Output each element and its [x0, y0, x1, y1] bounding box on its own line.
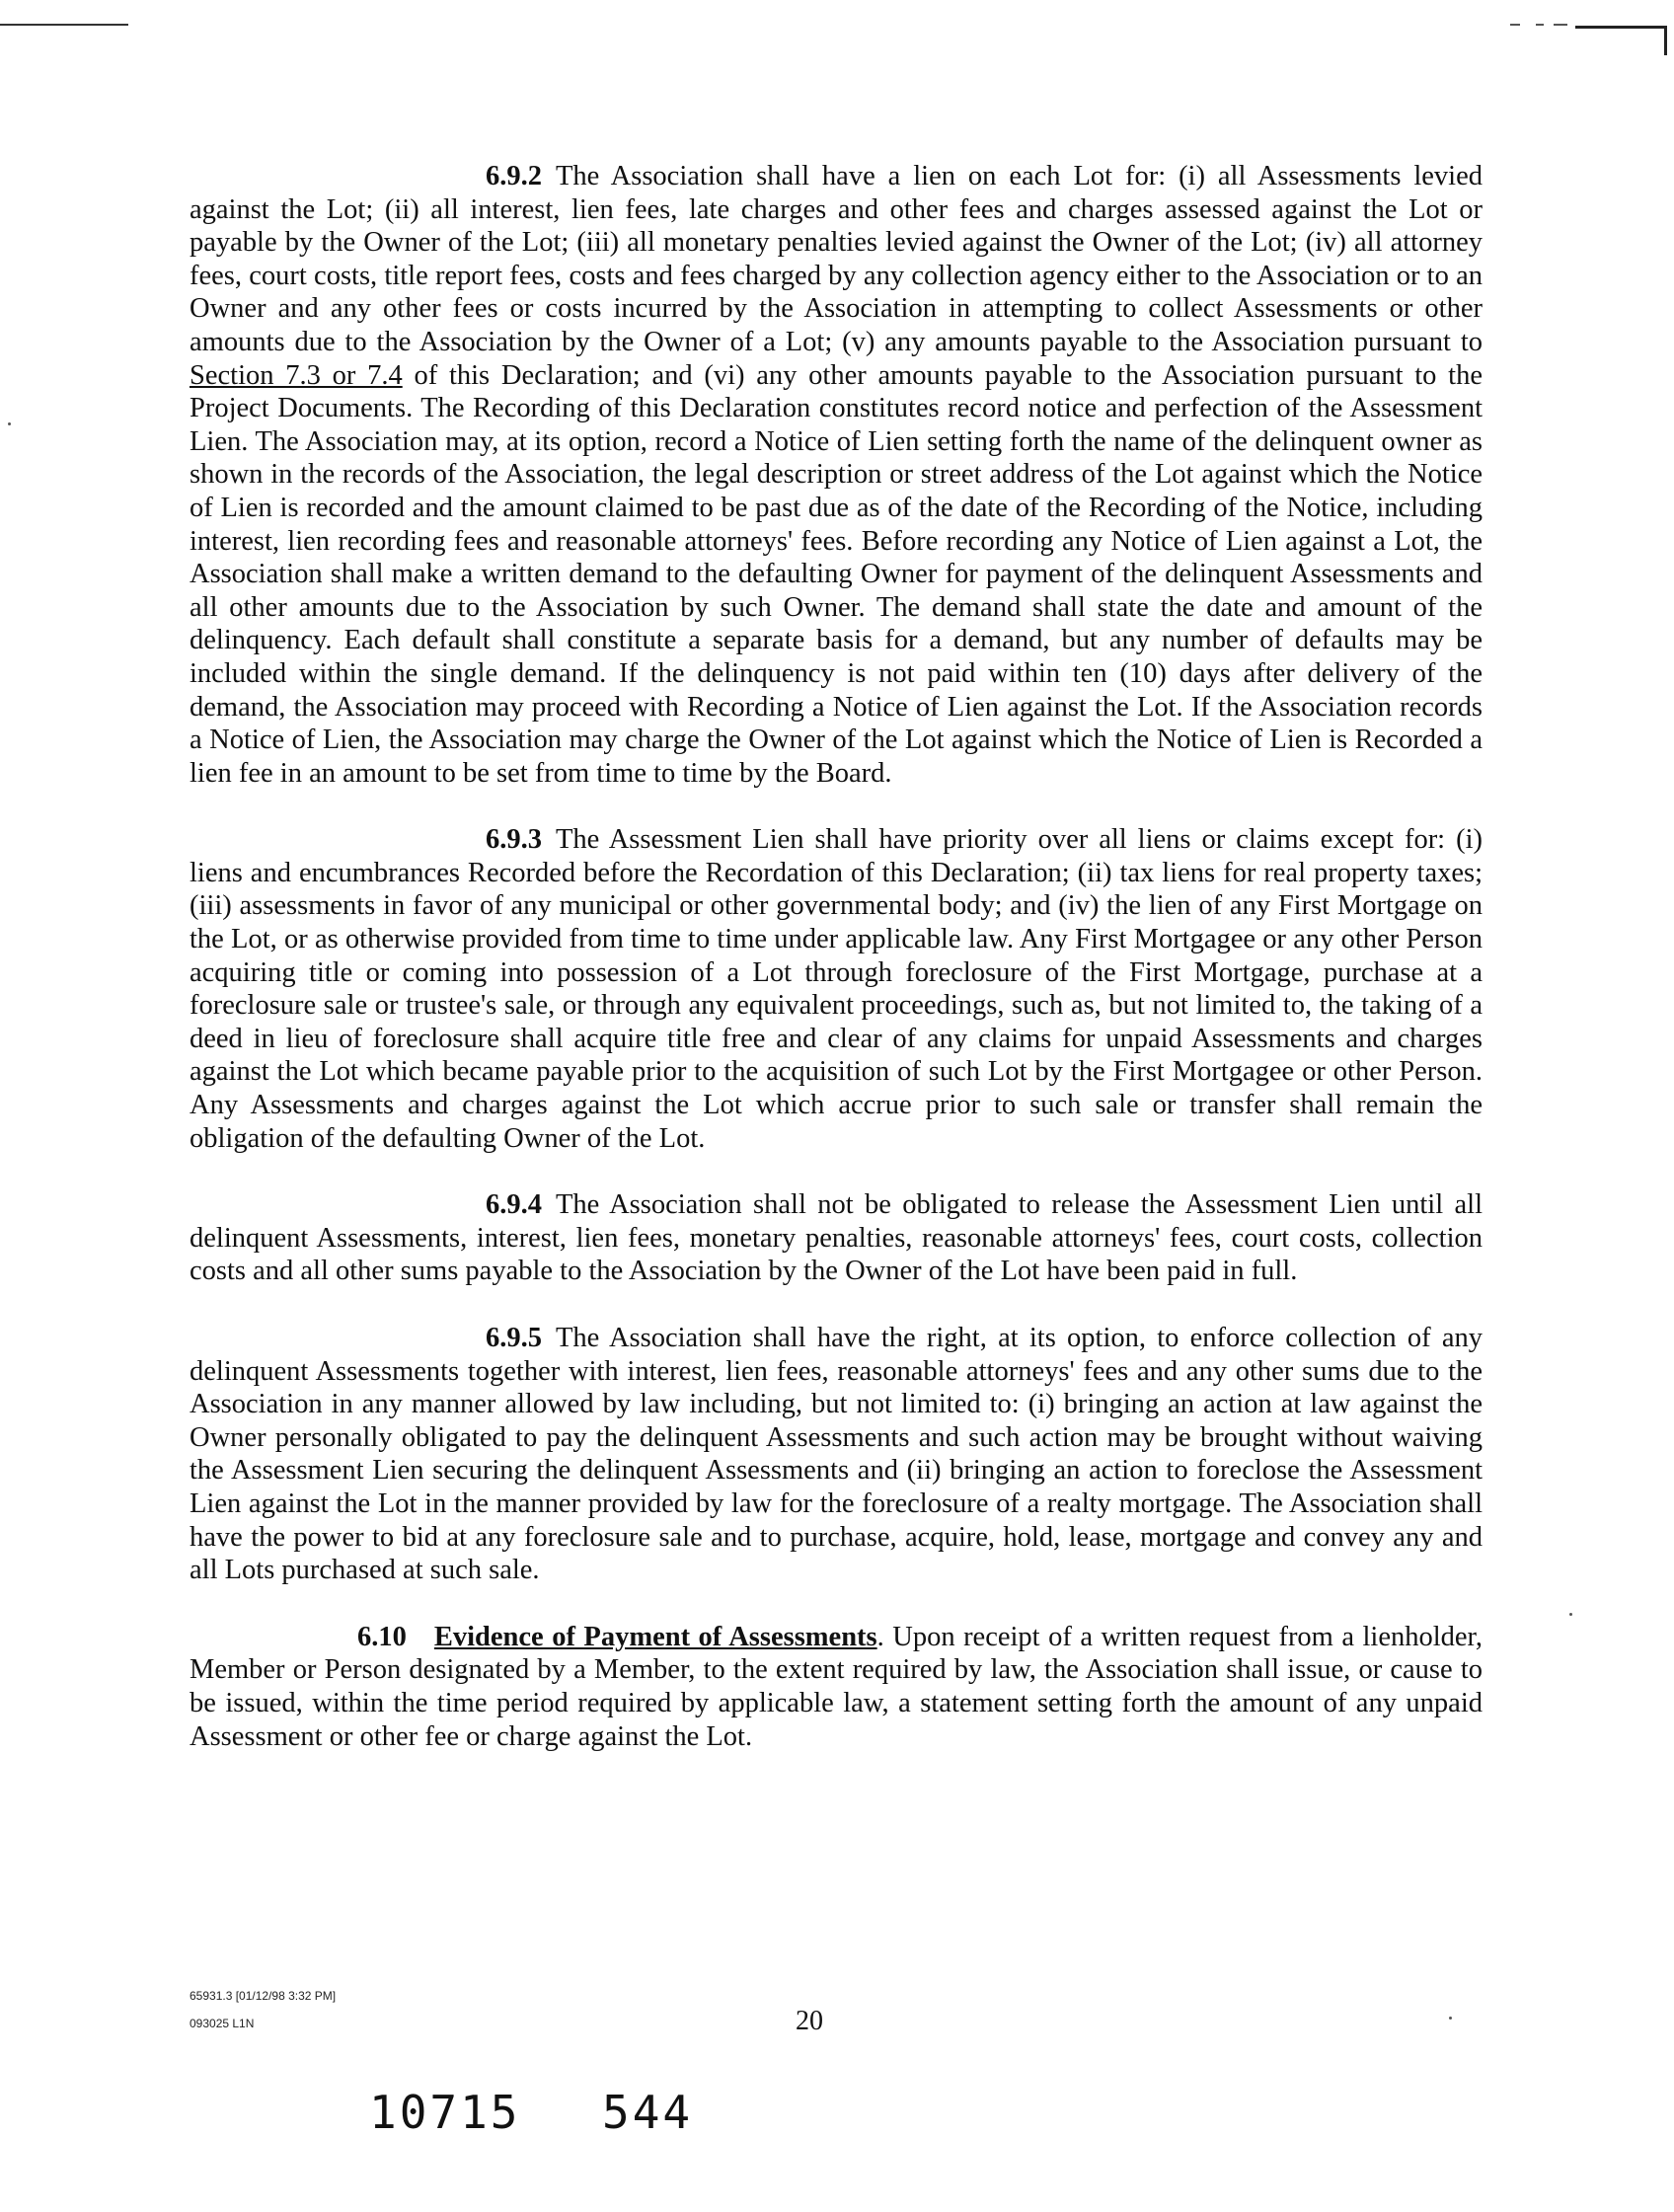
scan-edge-mark-right-vertical	[1664, 26, 1667, 55]
paragraph-text: of this Declaration; and (vi) any other amounts payable to the Association pursuant to the Project Documents. The Recording of this Declaration constitutes record notice and perfection of the Assessment Lien. The Association may, at its option, record a Notice of Lien setting forth the name of the delinquent owner as shown in the records of the Association, the legal description or street address of the Lot against which the Notice of Lien is recorded and the amount claimed to be past due as of the date of the Recording of the Notice, including interest, lien recording fees and reasonable attorneys' fees. Before recording any Notice of Lien against a Lot, the Association shall make a written demand to the defaulting Owner for payment of the delinquent Assessments and all other amounts due to the Association by such Owner. The demand shall state the date and amount of the delinquency. Each default shall constitute a separate basis for a demand, but any number of defaults may be included within the single demand. If the delinquency is not paid within ten (10) days after delivery of the demand, the Association may proceed with Recording a Notice of Lien against the Lot. If the Association records a Notice of Lien, the Association may charge the Owner of the Lot against which the Notice of Lien is Recorded a lien fee in an amount to be set from time to time by the Board.	[190, 359, 1483, 789]
paragraph-text: The Association shall have a lien on each Lot for: (i) all Assessments levied against the Lot; (ii) all interest, lien fees, late charges and other fees and charges assessed against the Lot or payable by the Owner of the Lot; (iii) all monetary penalties levied against the Owner of the Lot; (iv) all attorney fees, court costs, title report fees, costs and fees charged by any collection agency either to the Association or to an Owner and any other fees or costs incurred by the Association in attempting to collect Assessments or other amounts due to the Association by the Owner of a Lot; (v) any amounts payable to the Association pursuant to	[190, 161, 1483, 357]
paragraph-text: The Assessment Lien shall have priority over all liens or claims except for: (i) liens and encumbrances Recorded before the Recordation of this Declaration; (ii) tax liens for real property taxes; (iii) assessments in favor of any municipal or other governmental body; and (iv) the lien of any First Mortgage on the Lot, or as otherwise provided from time to time under applicable law. Any First Mortgagee or any other Person acquiring title or coming into possession of a Lot through foreclosure of the First Mortgage, purchase at a foreclosure sale or trustee's sale, or through any equivalent proceedings, such as, but not limited to, the taking of a deed in lieu of foreclosure shall acquire title free and clear of any claims for unpaid Assessments and charges against the Lot which became payable prior to the acquisition of such Lot by the First Mortgagee or other Person. Any Assessments and charges against the Lot which accrue prior to such sale or transfer shall remain the obligation of the defaulting Owner of the Lot.	[190, 824, 1483, 1154]
scan-dash-mark	[1536, 24, 1544, 26]
paragraph-6-9-3	[190, 823, 1483, 1155]
section-reference: Section 7.3 or 7.4	[190, 359, 403, 391]
footer-document-id: 65931.3 [01/12/98 3:32 PM]	[190, 1989, 337, 2003]
paragraph-number: 6.9.5	[486, 1323, 542, 1353]
paragraph-6-10	[190, 1621, 1483, 1753]
document-body	[190, 160, 1483, 1787]
paragraph-text: Upon receipt of a written request from a lienholder, Member or Person designated by a Member, to the extent required by law, the Association shall issue, or cause to be issued, within the time period required by applicable law, a statement setting forth the amount of any unpaid Assessment or other fee or charge against the Lot.	[190, 1621, 1484, 1752]
paragraph-number: 6.9.3	[486, 824, 542, 856]
recording-stamp-book: 10715	[369, 2086, 521, 2139]
section-number: 6.10	[357, 1621, 407, 1652]
scan-edge-mark-right	[1575, 26, 1666, 29]
paragraph-6-9-5	[190, 1322, 1483, 1587]
scan-speck	[8, 422, 11, 425]
paragraph-number: 6.9.2	[486, 161, 542, 191]
scan-dash-mark	[1554, 24, 1567, 26]
paragraph-6-9-4	[190, 1188, 1483, 1288]
heading-period: .	[876, 1621, 884, 1652]
page-number: 20	[796, 2006, 823, 2036]
scan-dash-mark	[1510, 24, 1520, 26]
recording-stamp-page: 544	[602, 2086, 694, 2139]
scan-edge-mark-left	[0, 24, 128, 26]
paragraph-6-9-2	[190, 160, 1483, 790]
scan-speck	[1449, 2017, 1452, 2020]
scan-speck	[1569, 1613, 1572, 1616]
paragraph-text: The Association shall have the right, at its option, to enforce collection of any delinquent Assessments together with interest, lien fees, reasonable attorneys' fees and any other sums due to the Association in any manner allowed by law including, but not limited to: (i) bringing an action at law against the Owner personally obligated to pay the delinquent Assessments and such action may be brought without waiving the Assessment Lien securing the delinquent Assessments and (ii) bringing an action to foreclose the Assessment Lien against the Lot in the manner provided by law for the foreclosure of a realty mortgage. The Association shall have the power to bid at any foreclosure sale and to purchase, acquire, hold, lease, mortgage and convey any and all Lots purchased at such sale.	[190, 1323, 1483, 1586]
paragraph-text: The Association shall not be obligated to release the Assessment Lien until all delinquent Assessments, interest, lien fees, monetary penalties, reasonable attorneys' fees, court costs, collection costs and all other sums payable to the Association by the Owner of the Lot have been paid in full.	[190, 1189, 1483, 1287]
paragraph-number: 6.9.4	[486, 1189, 542, 1221]
section-heading: Evidence of Payment of Assessments	[433, 1621, 877, 1652]
footer-document-code: 093025 L1N	[190, 2017, 255, 2030]
